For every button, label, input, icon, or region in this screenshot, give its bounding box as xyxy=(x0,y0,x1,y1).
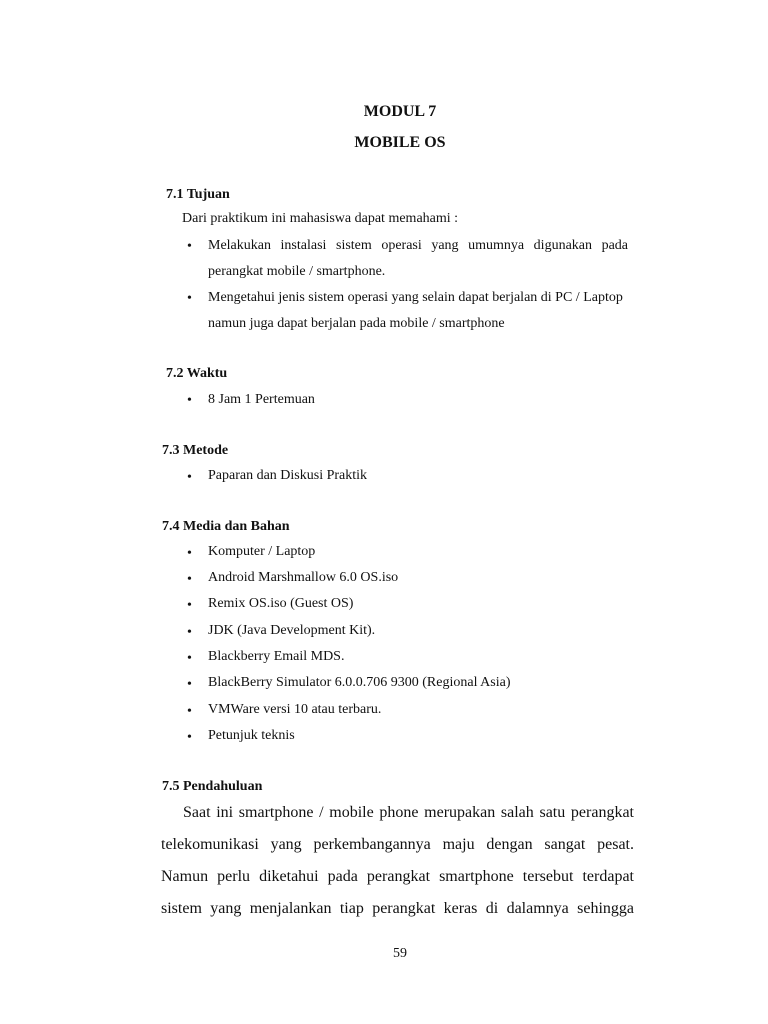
paragraph-line: Namun perlu diketahui pada perangkat smartphone tersebut terdapat xyxy=(161,868,634,885)
media-item-4: JDK (Java Development Kit). xyxy=(208,623,376,638)
section-heading-media: 7.4 Media dan Bahan xyxy=(162,519,290,534)
section-heading-tujuan: 7.1 Tujuan xyxy=(166,187,230,202)
paragraph-line: sistem yang menjalankan tiap perangkat keras di dalamnya sehingga xyxy=(161,900,634,917)
section-heading-waktu: 7.2 Waktu xyxy=(166,366,228,381)
module-title: MODUL 7 xyxy=(363,103,437,120)
bullet-marker: • xyxy=(187,598,192,613)
bullet-marker: • xyxy=(187,291,192,306)
bullet-marker: • xyxy=(187,625,192,640)
bullet-marker: • xyxy=(187,730,192,745)
tujuan-item-1-line2: perangkat mobile / smartphone. xyxy=(208,264,386,279)
section-heading-pendahuluan: 7.5 Pendahuluan xyxy=(162,779,263,794)
bullet-marker: • xyxy=(187,704,192,719)
tujuan-item-2 xyxy=(208,285,623,337)
bullet-marker: • xyxy=(187,572,192,587)
bullet-marker: • xyxy=(187,651,192,666)
bullet-marker: • xyxy=(187,546,192,561)
waktu-item-1: 8 Jam 1 Pertemuan xyxy=(208,392,315,407)
section-heading-metode: 7.3 Metode xyxy=(162,443,229,458)
media-item-5: Blackberry Email MDS. xyxy=(208,649,345,664)
tujuan-item-2-line1: Mengetahui jenis sistem operasi yang selain dapat berjalan di PC / Laptop xyxy=(208,290,623,305)
paragraph-line: telekomunikasi yang perkembangannya maju dengan sangat pesat. xyxy=(161,836,634,853)
page-number: 59 xyxy=(393,946,407,961)
media-item-8: Petunjuk teknis xyxy=(208,728,295,743)
tujuan-item-2-line2: namun juga dapat berjalan pada mobile / smartphone xyxy=(208,316,505,331)
pendahuluan-paragraph xyxy=(161,797,634,925)
media-item-1: Komputer / Laptop xyxy=(208,544,316,559)
metode-item-1: Paparan dan Diskusi Praktik xyxy=(208,468,368,483)
module-subtitle: MOBILE OS xyxy=(354,134,446,151)
media-item-3: Remix OS.iso (Guest OS) xyxy=(208,596,354,611)
media-item-6: BlackBerry Simulator 6.0.0.706 9300 (Regional Asia) xyxy=(208,675,511,690)
media-item-2: Android Marshmallow 6.0 OS.iso xyxy=(208,570,399,585)
bullet-marker: • xyxy=(187,393,192,408)
tujuan-intro: Dari praktikum ini mahasiswa dapat memahami : xyxy=(182,211,459,226)
tujuan-item-1 xyxy=(208,233,628,285)
bullet-marker: • xyxy=(187,677,192,692)
tujuan-item-1-line1: Melakukan instalasi sistem operasi yang umumnya digunakan pada xyxy=(208,238,628,253)
media-item-7: VMWare versi 10 atau terbaru. xyxy=(208,702,382,717)
bullet-marker: • xyxy=(187,470,192,485)
paragraph-line: Saat ini smartphone / mobile phone merupakan salah satu perangkat xyxy=(183,804,634,821)
bullet-marker: • xyxy=(187,239,192,254)
